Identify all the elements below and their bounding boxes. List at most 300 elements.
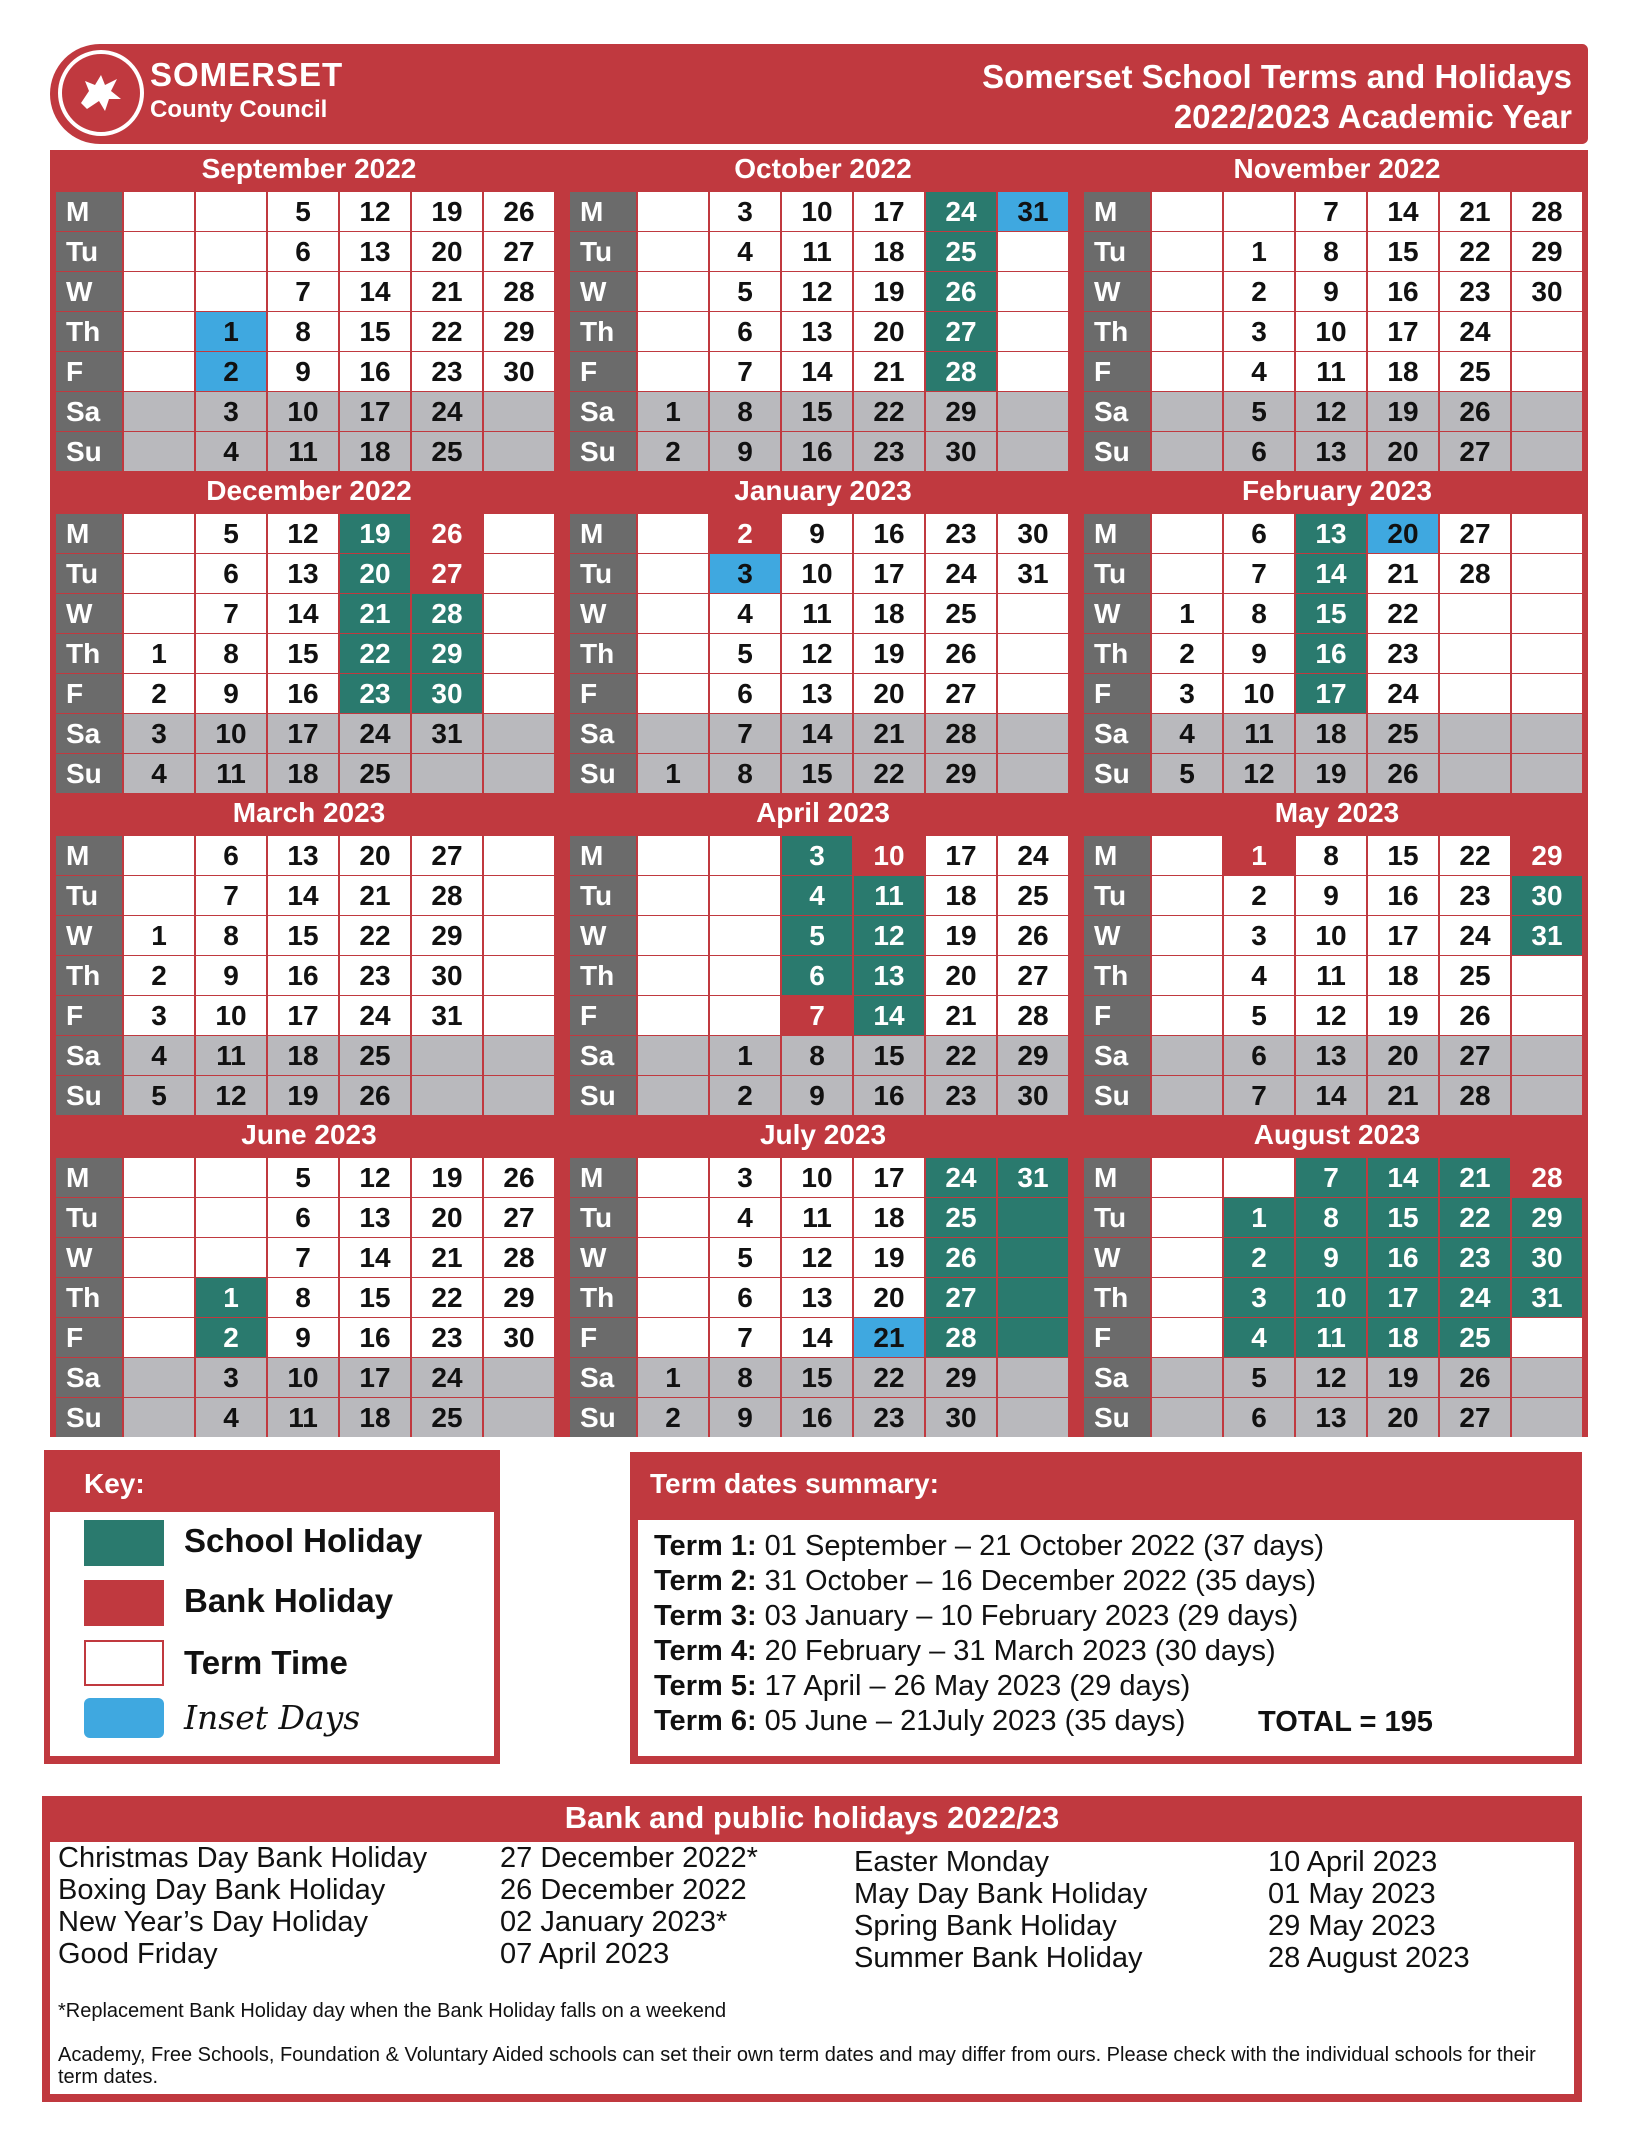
day-cell: 9: [1296, 272, 1366, 311]
empty-cell: [1440, 754, 1510, 793]
day-cell: 16: [1368, 272, 1438, 311]
day-cell: 12: [782, 1238, 852, 1277]
month-february-2023: [1084, 472, 1590, 790]
empty-cell: [638, 514, 708, 553]
empty-cell: [1152, 1198, 1222, 1237]
day-cell: 1: [638, 1358, 708, 1397]
day-cell: 5: [1152, 754, 1222, 793]
month-january-2023: [570, 472, 1076, 790]
day-label: Tu: [56, 1198, 122, 1237]
day-label: W: [1084, 916, 1150, 955]
day-cell: 28: [926, 1318, 996, 1357]
bank-holiday-name: Easter Monday: [854, 1846, 1050, 1878]
empty-cell: [124, 1278, 194, 1317]
day-cell: 23: [926, 514, 996, 553]
day-cell: 17: [268, 714, 338, 753]
day-cell: 12: [1296, 392, 1366, 431]
day-cell: 11: [1296, 352, 1366, 391]
day-label: Sa: [1084, 1358, 1150, 1397]
day-cell: 12: [340, 192, 410, 231]
month-july-2023: [570, 1116, 1076, 1434]
day-cell: 7: [710, 714, 780, 753]
day-cell: 21: [854, 352, 924, 391]
day-cell: 22: [412, 312, 482, 351]
empty-cell: [484, 554, 554, 593]
day-cell: 27: [1440, 1036, 1510, 1075]
day-cell: 13: [340, 232, 410, 271]
day-label: F: [56, 996, 122, 1035]
day-cell: 6: [1224, 1036, 1294, 1075]
day-cell: 19: [854, 634, 924, 673]
empty-cell: [484, 956, 554, 995]
empty-cell: [1152, 1398, 1222, 1437]
bank-holiday-date: 10 April 2023: [1268, 1846, 1438, 1878]
month-september-2022: [56, 150, 562, 468]
day-cell: 25: [340, 754, 410, 793]
day-cell: 26: [926, 1238, 996, 1277]
day-cell: 11: [782, 1198, 852, 1237]
day-label: Sa: [1084, 714, 1150, 753]
month-title: October 2022: [734, 153, 912, 184]
day-cell: 18: [926, 876, 996, 915]
day-cell: 14: [340, 272, 410, 311]
bank-holiday-date: 26 December 2022: [500, 1874, 747, 1906]
day-label: Th: [56, 634, 122, 673]
day-cell: 28: [484, 272, 554, 311]
day-cell: 28: [484, 1238, 554, 1277]
day-cell: 21: [412, 1238, 482, 1277]
empty-cell: [484, 916, 554, 955]
day-cell: 9: [1296, 1238, 1366, 1277]
day-cell: 14: [782, 352, 852, 391]
day-cell: 23: [854, 432, 924, 471]
day-cell: 20: [412, 232, 482, 271]
day-cell: 3: [124, 996, 194, 1035]
day-label: Th: [56, 1278, 122, 1317]
term-summary-panel: [630, 1452, 1582, 1764]
empty-cell: [412, 754, 482, 793]
empty-cell: [1152, 1238, 1222, 1277]
empty-cell: [638, 674, 708, 713]
day-cell: 30: [1512, 1238, 1582, 1277]
day-cell: 11: [268, 1398, 338, 1437]
day-cell: 31: [998, 192, 1068, 231]
day-cell: 17: [1368, 1278, 1438, 1317]
day-cell: 29: [484, 312, 554, 351]
empty-cell: [998, 312, 1068, 351]
day-label: Tu: [570, 554, 636, 593]
empty-cell: [196, 232, 266, 271]
day-cell: 30: [1512, 876, 1582, 915]
day-cell: 30: [484, 1318, 554, 1357]
day-cell: 25: [1440, 352, 1510, 391]
day-cell: 5: [710, 1238, 780, 1277]
empty-cell: [638, 312, 708, 351]
day-cell: 27: [926, 674, 996, 713]
day-cell: 28: [412, 594, 482, 633]
empty-cell: [1152, 1036, 1222, 1075]
day-cell: 9: [782, 1076, 852, 1115]
empty-cell: [484, 1076, 554, 1115]
day-cell: 13: [340, 1198, 410, 1237]
day-cell: 3: [1224, 312, 1294, 351]
day-cell: 8: [196, 634, 266, 673]
day-label: Tu: [1084, 554, 1150, 593]
day-cell: 8: [268, 312, 338, 351]
day-label: W: [56, 272, 122, 311]
day-cell: 4: [1224, 352, 1294, 391]
day-cell: 5: [710, 272, 780, 311]
day-cell: 19: [1368, 392, 1438, 431]
day-cell: 9: [268, 352, 338, 391]
day-cell: 2: [196, 352, 266, 391]
day-label: M: [56, 192, 122, 231]
day-cell: 28: [926, 714, 996, 753]
empty-cell: [710, 916, 780, 955]
day-cell: 2: [638, 432, 708, 471]
day-label: W: [1084, 1238, 1150, 1277]
day-label: Sa: [56, 1358, 122, 1397]
empty-cell: [638, 836, 708, 875]
day-label: Th: [570, 312, 636, 351]
day-cell: 17: [340, 392, 410, 431]
day-cell: 20: [1368, 1398, 1438, 1437]
day-cell: 2: [638, 1398, 708, 1437]
school-holiday-swatch: [84, 1520, 164, 1566]
day-cell: 19: [854, 1238, 924, 1277]
empty-cell: [1512, 594, 1582, 633]
day-cell: 18: [268, 754, 338, 793]
day-cell: 16: [854, 1076, 924, 1115]
day-cell: 26: [1368, 754, 1438, 793]
day-cell: 23: [1440, 1238, 1510, 1277]
day-cell: 15: [268, 916, 338, 955]
month-title: September 2022: [201, 153, 417, 184]
day-label: Tu: [1084, 1198, 1150, 1237]
day-cell: 21: [1440, 192, 1510, 231]
day-cell: 11: [1296, 956, 1366, 995]
month-title: January 2023: [734, 475, 912, 506]
day-cell: 15: [1368, 1198, 1438, 1237]
school-type-note: Academy, Free Schools, Foundation & Voluntary Aided schools can set their own term dates and may differ from ours. Please check with the individual schools for their term dates.: [58, 2044, 1536, 2088]
day-label: M: [570, 1158, 636, 1197]
day-label: Su: [56, 432, 122, 471]
key-label-school-holiday: School Holiday: [184, 1522, 423, 1559]
day-cell: 11: [196, 754, 266, 793]
day-label: Su: [570, 754, 636, 793]
day-cell: 16: [1296, 634, 1366, 673]
empty-cell: [1512, 634, 1582, 673]
day-label: F: [56, 1318, 122, 1357]
empty-cell: [124, 392, 194, 431]
day-cell: 25: [926, 594, 996, 633]
bank-holiday-name: Spring Bank Holiday: [854, 1910, 1117, 1942]
month-title: April 2023: [756, 797, 890, 828]
day-label: Su: [1084, 1398, 1150, 1437]
day-label: M: [56, 836, 122, 875]
day-cell: 14: [782, 1318, 852, 1357]
day-label: F: [570, 1318, 636, 1357]
empty-cell: [710, 996, 780, 1035]
day-cell: 30: [926, 1398, 996, 1437]
day-cell: 30: [412, 674, 482, 713]
day-cell: 9: [710, 432, 780, 471]
empty-cell: [484, 674, 554, 713]
day-cell: 11: [782, 594, 852, 633]
empty-cell: [1440, 674, 1510, 713]
empty-cell: [1152, 1076, 1222, 1115]
day-cell: 7: [1224, 554, 1294, 593]
day-cell: 4: [710, 1198, 780, 1237]
empty-cell: [1152, 996, 1222, 1035]
day-cell: 11: [782, 232, 852, 271]
empty-cell: [998, 634, 1068, 673]
day-cell: 4: [710, 594, 780, 633]
day-cell: 18: [854, 594, 924, 633]
day-cell: 3: [782, 836, 852, 875]
day-cell: 24: [340, 714, 410, 753]
day-cell: 17: [854, 192, 924, 231]
day-cell: 19: [412, 1158, 482, 1197]
day-label: Tu: [1084, 232, 1150, 271]
day-cell: 11: [196, 1036, 266, 1075]
day-cell: 18: [854, 1198, 924, 1237]
empty-cell: [638, 1198, 708, 1237]
day-cell: 8: [1296, 836, 1366, 875]
term-line: Term 3: 03 January – 10 February 2023 (29 days): [654, 1600, 1299, 1632]
month-title: August 2023: [1253, 1119, 1421, 1150]
empty-cell: [638, 634, 708, 673]
bank-holiday-name: Christmas Day Bank Holiday: [58, 1842, 428, 1874]
empty-cell: [1152, 916, 1222, 955]
day-cell: 7: [1296, 192, 1366, 231]
day-cell: 15: [268, 634, 338, 673]
month-november-2022: [1084, 150, 1590, 468]
day-cell: 25: [926, 232, 996, 271]
empty-cell: [638, 272, 708, 311]
day-cell: 29: [998, 1036, 1068, 1075]
day-cell: 21: [340, 876, 410, 915]
day-label: W: [1084, 272, 1150, 311]
org-name: SOMERSET: [150, 56, 344, 93]
day-cell: 31: [412, 996, 482, 1035]
empty-cell: [412, 1076, 482, 1115]
day-cell: 8: [710, 392, 780, 431]
day-cell: 9: [710, 1398, 780, 1437]
day-label: F: [1084, 1318, 1150, 1357]
day-cell: 10: [782, 554, 852, 593]
empty-cell: [998, 1318, 1068, 1357]
empty-cell: [484, 754, 554, 793]
empty-cell: [1512, 554, 1582, 593]
day-cell: 7: [710, 1318, 780, 1357]
day-cell: 10: [854, 836, 924, 875]
day-cell: 26: [1440, 996, 1510, 1035]
day-cell: 13: [268, 554, 338, 593]
day-cell: 24: [1440, 916, 1510, 955]
day-cell: 7: [1224, 1076, 1294, 1115]
day-cell: 2: [1224, 1238, 1294, 1277]
day-cell: 13: [1296, 514, 1366, 553]
day-cell: 29: [412, 634, 482, 673]
empty-cell: [1152, 1358, 1222, 1397]
empty-cell: [1512, 714, 1582, 753]
dragon-logo-icon: [58, 50, 144, 136]
empty-cell: [1152, 1278, 1222, 1317]
day-cell: 30: [412, 956, 482, 995]
day-cell: 19: [926, 916, 996, 955]
empty-cell: [638, 714, 708, 753]
day-cell: 9: [196, 674, 266, 713]
day-cell: 26: [340, 1076, 410, 1115]
empty-cell: [638, 916, 708, 955]
empty-cell: [484, 634, 554, 673]
empty-cell: [710, 956, 780, 995]
day-cell: 13: [268, 836, 338, 875]
bank-holiday-dates-right: [1268, 1846, 1470, 1974]
month-title: July 2023: [759, 1119, 887, 1150]
day-cell: 15: [782, 1358, 852, 1397]
bank-holiday-date: 07 April 2023: [500, 1938, 670, 1970]
empty-cell: [1512, 996, 1582, 1035]
day-label: Th: [56, 956, 122, 995]
day-cell: 12: [268, 514, 338, 553]
replacement-footnote: *Replacement Bank Holiday day when the Bank Holiday falls on a weekend: [58, 2000, 727, 2022]
day-cell: 6: [710, 1278, 780, 1317]
term-summary-list: [638, 1520, 1574, 1756]
day-cell: 21: [1368, 554, 1438, 593]
day-cell: 3: [1224, 916, 1294, 955]
day-cell: 30: [1512, 272, 1582, 311]
empty-cell: [1512, 1318, 1582, 1357]
day-label: Sa: [56, 1036, 122, 1075]
day-cell: 15: [1368, 836, 1438, 875]
day-cell: 2: [1224, 272, 1294, 311]
day-label: Sa: [570, 1036, 636, 1075]
day-cell: 7: [782, 996, 852, 1035]
day-cell: 19: [1368, 1358, 1438, 1397]
empty-cell: [998, 1398, 1068, 1437]
day-cell: 8: [196, 916, 266, 955]
day-cell: 22: [854, 1358, 924, 1397]
month-title: February 2023: [1242, 475, 1432, 506]
day-cell: 22: [1440, 232, 1510, 271]
day-label: F: [570, 996, 636, 1035]
empty-cell: [710, 876, 780, 915]
empty-cell: [196, 1158, 266, 1197]
month-march-2023: [56, 794, 562, 1112]
day-cell: 25: [926, 1198, 996, 1237]
day-cell: 3: [196, 392, 266, 431]
day-cell: 24: [1440, 312, 1510, 351]
day-cell: 13: [854, 956, 924, 995]
day-cell: 30: [998, 514, 1068, 553]
day-cell: 21: [854, 1318, 924, 1357]
day-cell: 19: [1368, 996, 1438, 1035]
empty-cell: [998, 1358, 1068, 1397]
day-label: W: [56, 594, 122, 633]
empty-cell: [124, 1198, 194, 1237]
day-cell: 25: [412, 1398, 482, 1437]
day-cell: 1: [124, 634, 194, 673]
empty-cell: [1152, 876, 1222, 915]
day-label: Th: [1084, 1278, 1150, 1317]
day-cell: 11: [854, 876, 924, 915]
day-cell: 20: [340, 554, 410, 593]
empty-cell: [124, 1238, 194, 1277]
day-label: F: [1084, 352, 1150, 391]
day-cell: 2: [196, 1318, 266, 1357]
day-cell: 30: [484, 352, 554, 391]
bank-holidays-panel: [42, 1796, 1582, 2102]
day-cell: 15: [782, 392, 852, 431]
day-label: Tu: [56, 554, 122, 593]
day-cell: 28: [1512, 192, 1582, 231]
day-cell: 3: [124, 714, 194, 753]
empty-cell: [196, 272, 266, 311]
day-cell: 1: [1224, 1198, 1294, 1237]
day-cell: 24: [412, 392, 482, 431]
day-cell: 18: [268, 1036, 338, 1075]
day-cell: 7: [268, 1238, 338, 1277]
day-cell: 2: [124, 956, 194, 995]
key-panel: [44, 1450, 500, 1764]
key-title: Key:: [84, 1468, 145, 1499]
empty-cell: [484, 876, 554, 915]
day-cell: 6: [1224, 432, 1294, 471]
day-cell: 25: [412, 432, 482, 471]
empty-cell: [412, 1036, 482, 1075]
day-cell: 5: [1224, 392, 1294, 431]
day-label: M: [570, 192, 636, 231]
day-cell: 31: [412, 714, 482, 753]
day-cell: 6: [268, 232, 338, 271]
empty-cell: [484, 714, 554, 753]
day-cell: 23: [926, 1076, 996, 1115]
day-cell: 22: [926, 1036, 996, 1075]
empty-cell: [124, 1318, 194, 1357]
empty-cell: [124, 1158, 194, 1197]
day-label: Th: [56, 312, 122, 351]
empty-cell: [998, 1198, 1068, 1237]
day-label: F: [570, 352, 636, 391]
day-label: W: [570, 594, 636, 633]
day-cell: 12: [196, 1076, 266, 1115]
day-cell: 8: [268, 1278, 338, 1317]
day-cell: 9: [1296, 876, 1366, 915]
day-cell: 18: [340, 432, 410, 471]
day-cell: 3: [1152, 674, 1222, 713]
empty-cell: [1152, 836, 1222, 875]
empty-cell: [484, 1358, 554, 1397]
day-cell: 3: [710, 192, 780, 231]
empty-cell: [998, 1278, 1068, 1317]
day-label: Su: [1084, 432, 1150, 471]
empty-cell: [124, 432, 194, 471]
empty-cell: [638, 1318, 708, 1357]
empty-cell: [124, 1358, 194, 1397]
bank-holiday-names-right: [854, 1846, 1147, 1974]
empty-cell: [638, 1036, 708, 1075]
empty-cell: [484, 996, 554, 1035]
day-cell: 4: [196, 432, 266, 471]
day-label: Th: [570, 634, 636, 673]
day-cell: 15: [1368, 232, 1438, 271]
day-cell: 20: [854, 1278, 924, 1317]
day-cell: 15: [340, 1278, 410, 1317]
day-cell: 4: [124, 1036, 194, 1075]
day-cell: 15: [782, 754, 852, 793]
